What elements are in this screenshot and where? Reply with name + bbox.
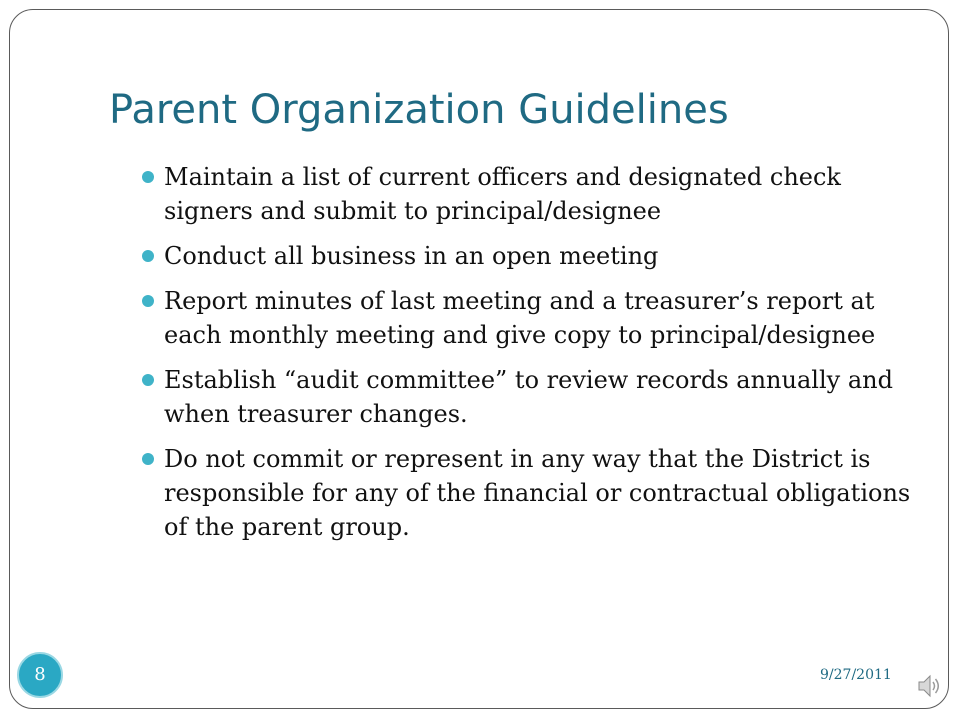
bullet-item	[136, 442, 926, 544]
bullet-item	[136, 239, 926, 273]
bullet-text: Establish “audit committee” to review records annually and when treasurer changes.	[164, 366, 893, 428]
bullet-text: Report minutes of last meeting and a treasurer’s report at each monthly meeting and give copy to principal/designee	[164, 287, 876, 349]
bullet-dot-icon	[142, 295, 154, 307]
bullet-dot-icon	[142, 374, 154, 386]
bullet-dot-icon	[142, 250, 154, 262]
bullet-item	[136, 160, 926, 228]
bullet-text: Conduct all business in an open meeting	[164, 242, 659, 270]
speaker-icon[interactable]	[916, 672, 944, 700]
bullet-list	[136, 160, 926, 555]
slide-date: 9/27/2011	[820, 667, 892, 683]
slide-title: Parent Organization Guidelines	[109, 87, 729, 133]
bullet-text: Maintain a list of current officers and designated check signers and submit to principal/designee	[164, 163, 841, 225]
bullet-dot-icon	[142, 171, 154, 183]
bullet-text: Do not commit or represent in any way that the District is responsible for any of the financial or contractual obligations of the parent group.	[164, 445, 911, 541]
page-number-badge: 8	[17, 652, 63, 698]
bullet-dot-icon	[142, 453, 154, 465]
bullet-item	[136, 363, 926, 431]
bullet-item	[136, 284, 926, 352]
